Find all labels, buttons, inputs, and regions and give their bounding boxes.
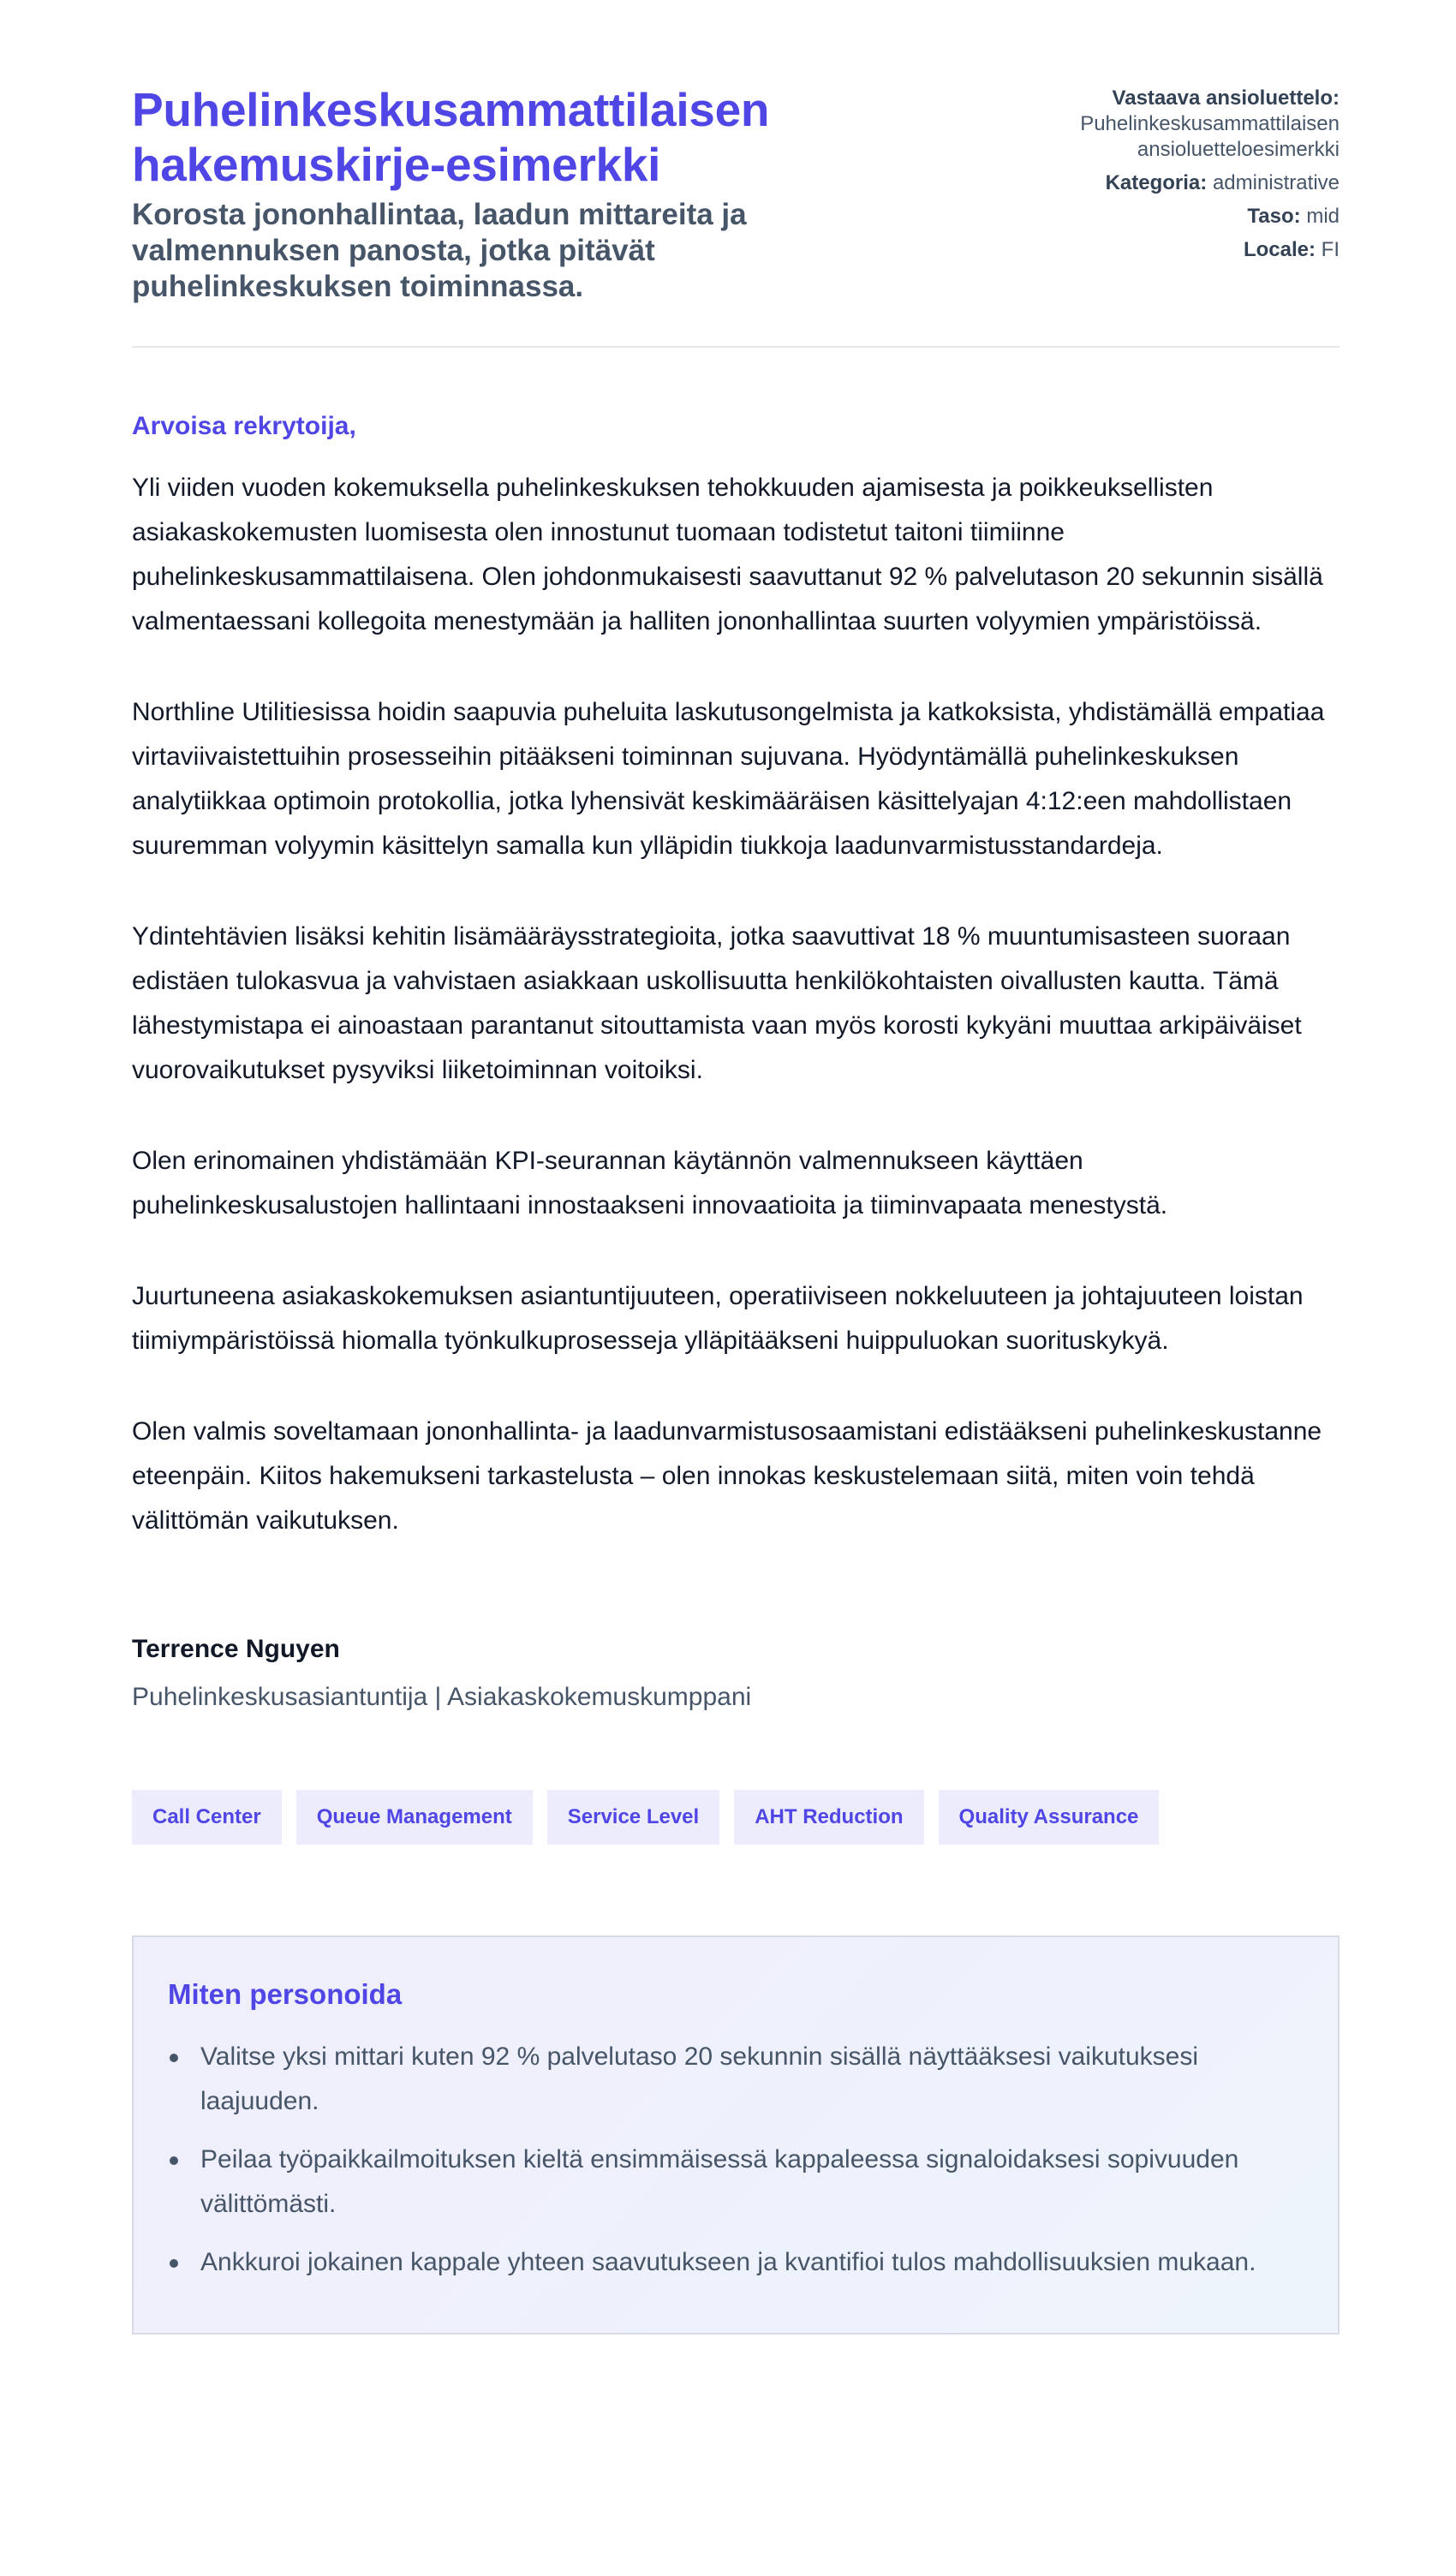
tip-item: Peilaa työpaikkailmoituksen kieltä ensimmäisessä kappaleessa signaloidaksesi sopivuuden välittömästi. [168, 2138, 1304, 2227]
tag-chip: Service Level [547, 1790, 719, 1845]
tip-item: Valitse yksi mittari kuten 92 % palvelutaso 20 sekunnin sisällä näyttääksesi vaikutuksesi laajuuden. [168, 2035, 1304, 2124]
tag-chip: Queue Management [296, 1790, 533, 1845]
letter-paragraph: Olen erinomainen yhdistämään KPI-seurannan käytännön valmennukseen käyttäen puhelinkeskusalustojen hallintaani innostaakseni innovaatioita ja tiiminvapaata menestystä. [132, 1147, 1168, 1219]
header-titles [132, 82, 903, 305]
tips-list [168, 2035, 1304, 2285]
meta-level-value: mid [1306, 205, 1340, 228]
signature-name: Terrence Nguyen [132, 1635, 340, 1663]
personalization-tips-box [132, 1935, 1340, 2334]
meta-resume-label: Vastaava ansioluettelo: [1112, 86, 1340, 110]
tip-item: Ankkuroi jokainen kappale yhteen saavutukseen ja kvantifioi tulos mahdollisuuksien mukaan. [168, 2240, 1304, 2285]
cover-letter-page [132, 82, 1340, 2334]
signature-role: Puhelinkeskusasiantuntija | Asiakaskokemuskumppani [132, 1683, 752, 1711]
tag-chip: Quality Assurance [939, 1790, 1160, 1845]
meta-category [980, 170, 1340, 196]
meta-locale-value: FI [1321, 238, 1340, 261]
header-divider [132, 346, 1340, 348]
letter-paragraph: Ydintehtävien lisäksi kehitin lisämääräysstrategioita, jotka saavuttivat 18 % muuntumisasteen suoraan edistäen tulokasvua ja vahvistaen asiakkaan uskollisuutta henkilökohtaisten oivallusten kautta. Tämä lähestymistapa ei ainoastaan parantanut sitouttamista vaan myös korosti kykyäni muuttaa arkipäiväiset vuorovaikutukset pysyviksi liiketoiminnan voitoiksi. [132, 922, 1302, 1084]
meta-category-value: administrative [1212, 171, 1340, 194]
letter-greeting: Arvoisa rekrytoija, [132, 412, 356, 440]
meta-locale-label: Locale: [1243, 238, 1316, 261]
meta-category-label: Kategoria: [1105, 171, 1208, 194]
meta-resume [980, 86, 1340, 163]
page-subtitle: Korosta jononhallintaa, laadun mittareita ja valmennuksen panosta, jotka pitävät puhelinkeskuksen toiminnassa. [132, 198, 747, 303]
tag-chip: AHT Reduction [734, 1790, 923, 1845]
letter-paragraph: Yli viiden vuoden kokemuksella puhelinkeskuksen tehokkuuden ajamisesta ja poikkeuksellisten asiakaskokemusten luomisesta olen innostunut tuomaan todistetut taitoni tiimiinne puhelinkeskusammattilaisena. Olen johdonmukaisesti saavuttanut 92 % palvelutason 20 sekunnin sisällä valmentaessani kollegoita menestymään ja halliten jononhallintaa suurten volyymien ympäristöissä. [132, 474, 1323, 635]
meta-level [980, 204, 1340, 230]
meta-resume-value: Puhelinkeskusammattilaisen ansioluetteloesimerkki [1080, 112, 1340, 161]
meta-locale [980, 237, 1340, 263]
letter-paragraph: Olen valmis soveltamaan jononhallinta- ja laadunvarmistusosaamistani edistääkseni puhelinkeskustanne eteenpäin. Kiitos hakemukseni tarkastelusta – olen innokas keskustelemaan siitä, miten voin tehdä välittömän vaikutuksen. [132, 1417, 1322, 1535]
letter-paragraph: Northline Utilitiesissa hoidin saapuvia puheluita laskutusongelmista ja katkoksista, yhdistämällä empatiaa virtaviivaistettuihin prosesseihin pitääkseni toiminnan sujuvana. Hyödyntämällä puhelinkeskuksen analytiikkaa optimoin protokollia, jotka lyhensivät keskimääräisen käsittelyajan 4:12:een mahdollistaen suuremman volyymin käsittelyn samalla kun ylläpidin tiukkoja laadunvarmistusstandardeja. [132, 698, 1325, 860]
meta-level-label: Taso: [1247, 205, 1301, 228]
page-title: Puhelinkeskusammattilaisen hakemuskirje-esimerkki [132, 83, 770, 191]
letter-paragraph: Juurtuneena asiakaskokemuksen asiantuntijuuteen, operatiiviseen nokkeluuteen ja johtajuuteen loistan tiimiympäristöissä hiomalla työnkulkuprosesseja ylläpitääkseni huippuluokan suorituskykyä. [132, 1282, 1304, 1355]
tag-list [132, 1790, 1340, 1845]
tips-title: Miten personoida [168, 1978, 403, 2010]
meta-panel [980, 86, 1340, 271]
page-header [132, 82, 1340, 305]
tag-chip: Call Center [132, 1790, 282, 1845]
